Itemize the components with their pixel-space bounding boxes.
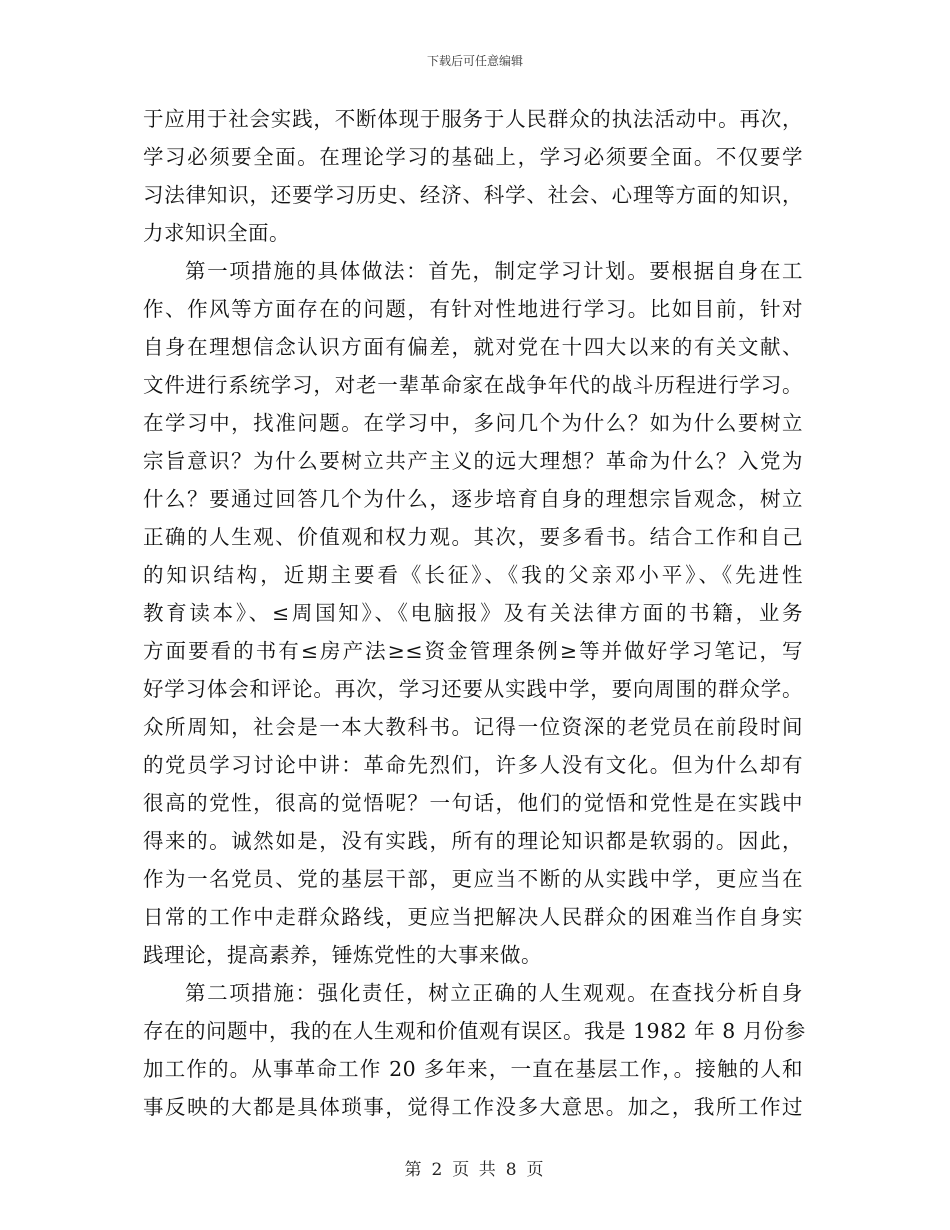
text-line: 方面要看的书有≤房产法≥≤资金管理条例≥等并做好学习笔记，写 [143,639,803,663]
text-line: 作、作风等方面存在的问题，有针对性地进行学习。比如目前，针对 [143,297,803,321]
text-line: 作为一名党员、党的基层干部，更应当不断的从实践中学，更应当在 [143,867,803,891]
footer-middle: 页 共 [452,1160,498,1180]
text-line: 存在的问题中，我的在人生观和价值观有误区。我是 1982 年 8 月份参 [143,1019,806,1043]
text-line: 践理论，提高素养，锤炼党性的大事来做。 [143,943,542,967]
footer-suffix: 页 [526,1160,546,1180]
total-page-count: 8 [505,1160,519,1180]
text-line: 在学习中，找准问题。在学习中，多问几个为什么？如为什么要树立 [143,411,803,435]
footer-prefix: 第 [404,1160,424,1180]
text-line: 第二项措施：强化责任，树立正确的人生观观。在查找分析自身 [185,981,803,1005]
text-line: 正确的人生观、价值观和权力观。其次，要多看书。结合工作和自己 [143,525,803,549]
text-line: 的知识结构，近期主要看《长征》、《我的父亲邓小平》、《先进性 [143,563,803,587]
text-line: 自身在理想信念认识方面有偏差，就对党在十四大以来的有关文献、 [143,335,803,359]
document-body [143,100,806,1126]
text-line: 力求知识全面。 [143,221,290,245]
text-line: 得来的。诚然如是，没有实践，所有的理论知识都是软弱的。因此， [143,829,803,853]
text-line: 好学习体会和评论。再次，学习还要从实践中学，要向周围的群众学。 [143,677,803,701]
text-line: 什么？要通过回答几个为什么，逐步培育自身的理想宗旨观念，树立 [143,487,803,511]
text-line: 文件进行系统学习，对老一辈革命家在战争年代的战斗历程进行学习。 [143,373,803,397]
text-line: 第一项措施的具体做法：首先，制定学习计划。要根据自身在工 [185,259,803,283]
text-line: 习法律知识，还要学习历史、经济、科学、社会、心理等方面的知识， [143,183,803,207]
page-header: 下载后可任意编辑 [426,54,523,68]
text-line: 于应用于社会实践，不断体现于服务于人民群众的执法活动中。再次， [143,107,803,131]
text-line: 事反映的大都是具体琐事，觉得工作没多大意思。加之，我所工作过 [143,1095,803,1119]
current-page-number: 2 [431,1160,445,1180]
text-line: 学习必须要全面。在理论学习的基础上，学习必须要全面。不仅要学 [143,145,803,169]
paragraph [143,974,806,1126]
page-footer [0,1155,950,1180]
text-line: 的党员学习讨论中讲：革命先烈们，许多人没有文化。但为什么却有 [143,753,803,777]
paragraph [143,252,803,974]
text-line: 众所周知，社会是一本大教科书。记得一位资深的老党员在前段时间 [143,715,803,739]
text-line: 加工作的。从事革命工作 20 多年来，一直在基层工作，。接触的人和 [143,1057,803,1081]
text-line: 很高的党性，很高的觉悟呢？一句话，他们的觉悟和党性是在实践中 [143,791,803,815]
text-line: 宗旨意识？为什么要树立共产主义的远大理想？革命为什么？入党为 [143,449,803,473]
paragraph [143,100,803,252]
text-line: 教育读本》、≤周国知》、《电脑报》及有关法律方面的书籍，业务 [143,601,803,625]
text-line: 日常的工作中走群众路线，更应当把解决人民群众的困难当作自身实 [143,905,803,929]
